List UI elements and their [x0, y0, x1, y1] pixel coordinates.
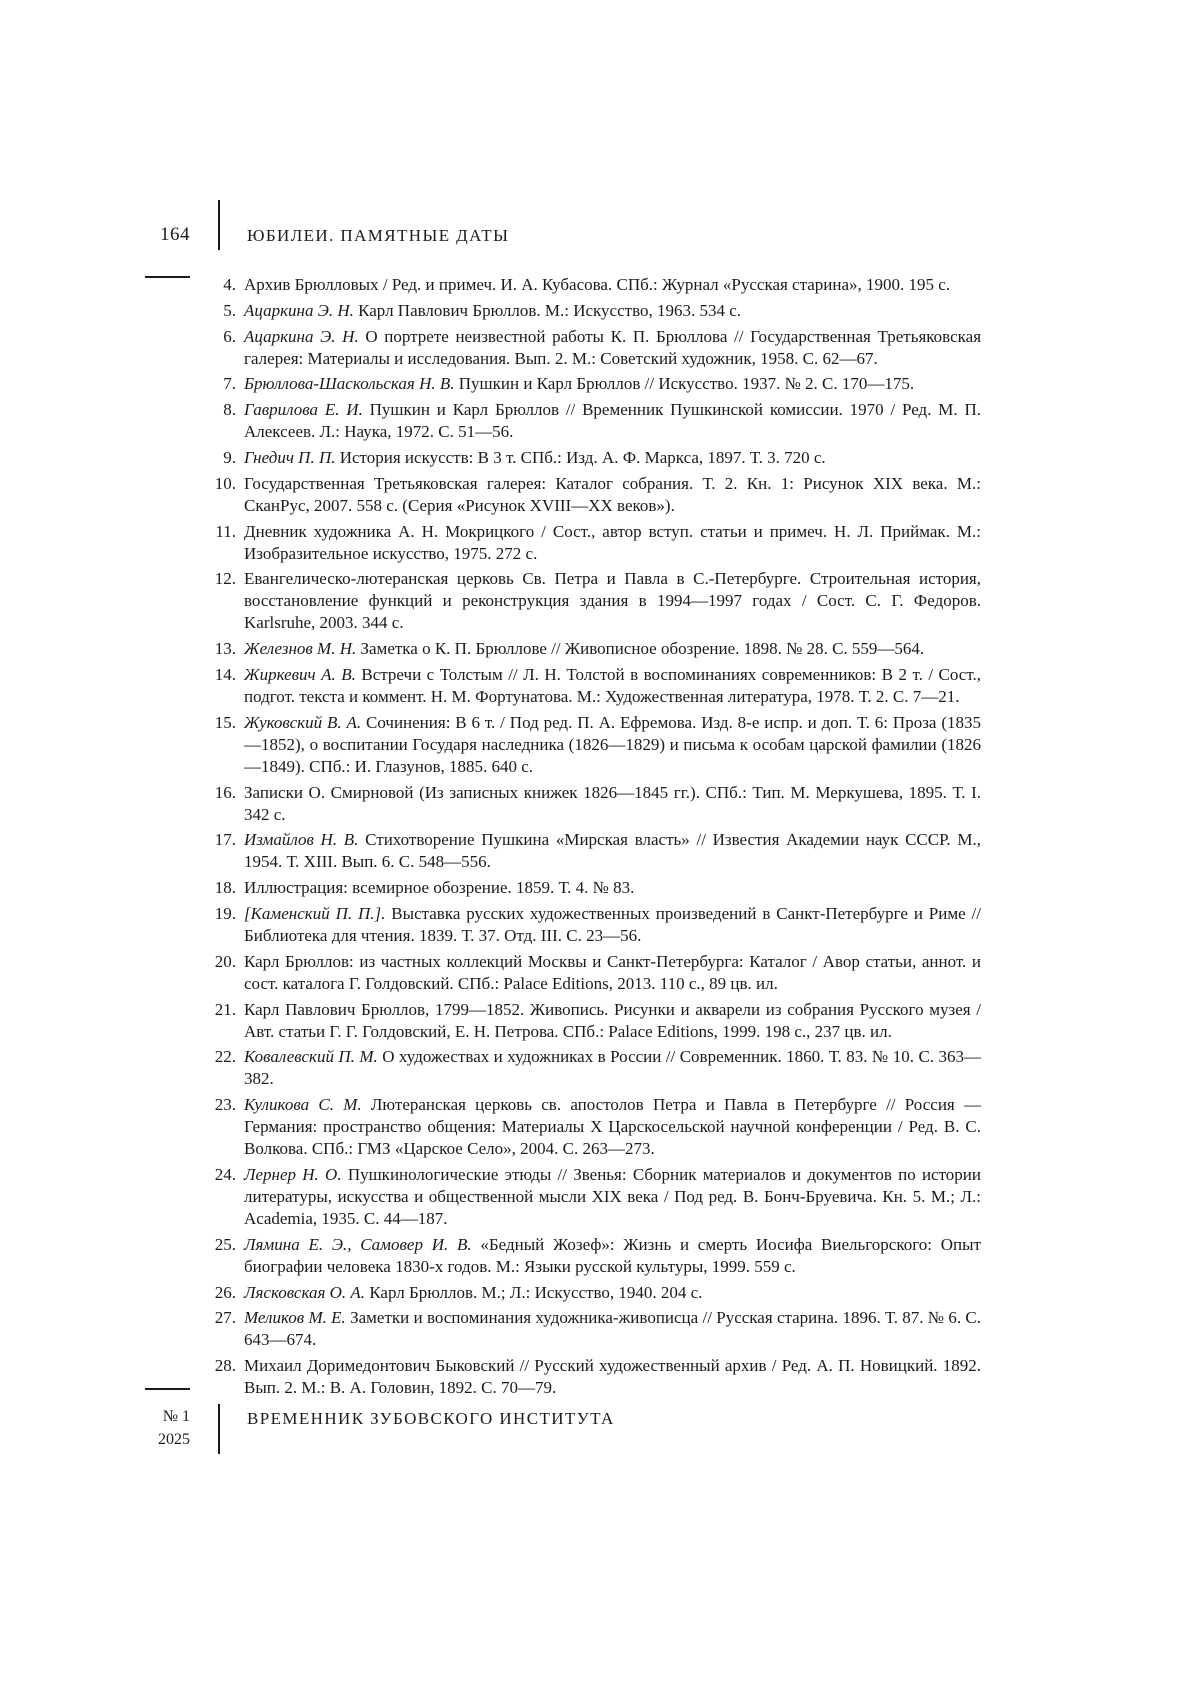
reference-author: Брюллова-Шаскольская Н. В. [244, 374, 455, 394]
reference-number: 23. [214, 1095, 236, 1115]
reference-author: Ацаркина Э. Н. [244, 326, 359, 346]
reference-number: 13. [214, 639, 236, 659]
page-number: 164 [160, 224, 190, 245]
reference-text [244, 1307, 981, 1351]
reference-number: 14. [214, 664, 236, 684]
reference-text [244, 712, 981, 778]
reference-text [244, 326, 981, 370]
reference-body: История искусств: В 3 т. СПб.: Изд. А. Ф. Маркса, 1897. Т. 3. 720 с. [335, 447, 826, 467]
reference-body: Пушкин и Карл Брюллов // Искусство. 1937. № 2. С. 170—175. [454, 374, 915, 394]
reference-body: Заметки и воспоминания художника-живописца // Русская старина. 1896. Т. 87. № 6. С. 643—674. [244, 1308, 982, 1350]
reference-number: 10. [214, 473, 236, 493]
reference-text [244, 1164, 981, 1230]
reference-item [205, 999, 981, 1043]
reference-author: Ковалевский П. М. [244, 1047, 378, 1067]
reference-item [205, 664, 981, 708]
reference-item [205, 903, 981, 947]
reference-number: 17. [214, 830, 236, 850]
reference-item [205, 712, 981, 778]
reference-author: Лямина Е. Э., Самовер И. В. [244, 1234, 472, 1254]
header-vertical-rule [218, 200, 220, 250]
reference-item [205, 638, 981, 660]
reference-author: Меликов М. Е. [244, 1308, 346, 1328]
reference-author: Гаврилова Е. И. [244, 400, 363, 420]
reference-body: «Бедный Жозеф»: Жизнь и смерть Иосифа Виельгорского: Опыт биографии человека 1830-х годов. М.: Языки русской культуры, 1999. 559 с. [244, 1234, 981, 1276]
reference-text [244, 951, 981, 995]
running-head: ЮБИЛЕИ. ПАМЯТНЫЕ ДАТЫ [247, 226, 510, 245]
margin-rule-bottom [145, 1388, 190, 1390]
reference-text [244, 399, 981, 443]
reference-number: 12. [214, 569, 236, 589]
reference-body: Карл Павлович Брюллов. М.: Искусство, 1963. 534 с. [353, 300, 742, 320]
reference-body: О портрете неизвестной работы К. П. Брюллова // Государственная Третьяковская галерея: Материалы и исследования. Вып. 2. М.: Советский художник, 1958. С. 62—67. [244, 326, 982, 368]
reference-number: 28. [214, 1356, 236, 1376]
reference-text [244, 1282, 981, 1304]
reference-item [205, 1046, 981, 1090]
reference-author: [Каменский П. П.]. [244, 903, 386, 923]
reference-number: 21. [214, 999, 236, 1019]
reference-item [205, 373, 981, 395]
reference-item [205, 1307, 981, 1351]
reference-text [244, 373, 981, 395]
reference-body: Архив Брюлловых / Ред. и примеч. И. А. Кубасова. СПб.: Журнал «Русская старина», 1900. 195 с. [244, 275, 951, 294]
reference-item [205, 829, 981, 873]
reference-text [244, 473, 981, 517]
reference-item [205, 877, 981, 899]
reference-item [205, 568, 981, 634]
reference-author: Куликова С. М. [244, 1095, 362, 1115]
reference-author: Жуковский В. А. [244, 712, 362, 732]
reference-number: 15. [214, 712, 236, 732]
reference-item [205, 1094, 981, 1160]
reference-item [205, 521, 981, 565]
reference-item [205, 300, 981, 322]
reference-author: Гнедич П. П. [244, 447, 336, 467]
reference-number: 16. [214, 782, 236, 802]
reference-item [205, 1355, 981, 1399]
reference-author: Лернер Н. О. [244, 1164, 342, 1184]
reference-number: 22. [214, 1047, 236, 1067]
reference-text [244, 903, 981, 947]
reference-text [244, 1234, 981, 1278]
reference-body: Стихотворение Пушкина «Мирская власть» // Известия Академии наук СССР. М., 1954. Т. XIII. Вып. 6. С. 548—556. [244, 830, 981, 872]
reference-item [205, 326, 981, 370]
reference-body: Лютеранская церковь св. апостолов Петра и Павла в Петербурге // Россия — Германия: пространство общения: Материалы X Царскосельской научной конференции / Ред. В. С. Волкова. СПб.: ГМЗ «Царское Село», 2004. С. 263—273. [244, 1095, 981, 1159]
reference-number: 11. [215, 521, 236, 541]
reference-text [244, 568, 981, 634]
reference-item [205, 1282, 981, 1304]
margin-rule-top [145, 276, 190, 278]
reference-body: Выставка русских художественных произведений в Санкт-Петербурге и Риме // Библиотека для чтения. 1839. Т. 37. Отд. III. С. 23—56. [244, 903, 981, 945]
reference-body: Сочинения: В 6 т. / Под ред. П. А. Ефремова. Изд. 8-е испр. и доп. Т. 6: Проза (1835—1852), о воспитании Государя наследника (1826—1829) и письма к особам царской фамилии (1826—1849). СПб.: И. Глазунов, 1885. 640 с. [244, 712, 981, 776]
reference-number: 27. [214, 1308, 236, 1328]
reference-item [205, 399, 981, 443]
reference-body: Пушкинологические этюды // Звенья: Сборник материалов и документов по истории литературы, искусства и общественной мысли XIX века / Под ред. В. Бонч-Бруевича. Кн. 5. М.; Л.: Academia, 1935. С. 44—187. [244, 1164, 982, 1228]
reference-text [244, 274, 981, 296]
reference-item [205, 274, 981, 296]
reference-number: 19. [214, 903, 236, 923]
reference-author: Измайлов Н. В. [244, 830, 359, 850]
reference-text [244, 300, 981, 322]
reference-body: Встречи с Толстым // Л. Н. Толстой в воспоминаниях современников: В 2 т. / Сост., подгот. текста и коммент. Н. М. Фортунатова. М.: Художественная литература, 1978. Т. 2. С. 7—21. [244, 664, 982, 706]
issue-year: 2025 [158, 1431, 190, 1448]
reference-author: Лясковская О. А. [244, 1282, 366, 1302]
reference-text [244, 1046, 981, 1090]
footer-vertical-rule [218, 1404, 220, 1454]
reference-author: Железнов М. Н. [244, 639, 357, 659]
reference-text [244, 999, 981, 1043]
reference-body: Иллюстрация: всемирное обозрение. 1859. Т. 4. № 83. [244, 878, 635, 898]
reference-number: 26. [214, 1282, 236, 1302]
reference-number: 4. [223, 275, 236, 294]
reference-body: Карл Брюллов: из частных коллекций Москвы и Санкт-Петербурга: Каталог / Авор статьи, аннот. и сост. каталога Г. Голдовский. СПб.: Palace Editions, 2013. 110 с., 89 цв. ил. [244, 951, 981, 993]
reference-body: О художествах и художниках в России // Современник. 1860. Т. 83. № 10. С. 363—382. [244, 1047, 981, 1089]
reference-author: Жиркевич А. В. [244, 664, 356, 684]
reference-body: Евангелическо-лютеранская церковь Св. Петра и Павла в С.-Петербурге. Строительная история, восстановление функций и реконструкция здания в 1994—1997 годах / Сост. С. Г. Федоров. Karlsruhe, 2003. 344 с. [244, 569, 981, 633]
reference-item [205, 473, 981, 517]
reference-number: 5. [223, 300, 236, 320]
reference-body: Государственная Третьяковская галерея: Каталог собрания. Т. 2. Кн. 1: Рисунок XIX века. М.: СканРус, 2007. 558 с. (Серия «Рисунок XVIII—XX веков»). [244, 473, 981, 515]
reference-text [244, 782, 981, 826]
reference-text [244, 447, 981, 469]
reference-number: 7. [223, 374, 236, 394]
reference-body: Записки О. Смирновой (Из записных книжек 1826—1845 гг.). СПб.: Тип. М. Меркушева, 1895. Т. I. 342 с. [244, 782, 981, 824]
reference-item [205, 447, 981, 469]
reference-text [244, 829, 981, 873]
reference-text [244, 1355, 981, 1399]
reference-body: Пушкин и Карл Брюллов // Временник Пушкинской комиссии. 1970 / Ред. М. П. Алексеев. Л.: Наука, 1972. С. 51—56. [244, 400, 982, 442]
reference-body: Михаил Доримедонтович Быковский // Русский художественный архив / Ред. А. П. Новицкий. 1892. Вып. 2. М.: В. А. Головин, 1892. С. 70—79. [244, 1356, 981, 1398]
journal-title: ВРЕМЕННИК ЗУБОВСКОГО ИНСТИТУТА [247, 1409, 615, 1428]
reference-number: 6. [223, 326, 236, 346]
reference-number: 18. [214, 878, 236, 898]
issue-number: № 1 [162, 1408, 190, 1425]
reference-number: 9. [223, 447, 236, 467]
reference-item [205, 1164, 981, 1230]
reference-number: 20. [214, 951, 236, 971]
reference-number: 25. [214, 1234, 236, 1254]
reference-text [244, 638, 981, 660]
reference-body: Карл Павлович Брюллов, 1799—1852. Живопись. Рисунки и акварели из собрания Русского музея / Авт. статьи Г. Г. Голдовский, Е. Н. Петрова. СПб.: Palace Editions, 1999. 198 с., 237 цв. ил. [244, 999, 981, 1041]
reference-text [244, 664, 981, 708]
reference-number: 24. [214, 1164, 236, 1184]
reference-list [205, 274, 981, 1403]
reference-author: Ацаркина Э. Н. [244, 300, 354, 320]
reference-item [205, 1234, 981, 1278]
reference-text [244, 1094, 981, 1160]
reference-item [205, 951, 981, 995]
reference-body: Дневник художника А. Н. Мокрицкого / Сост., автор вступ. статьи и примеч. Н. Л. Приймак. М.: Изобразительное искусство, 1975. 272 с. [244, 521, 981, 563]
reference-body: Заметка о К. П. Брюллове // Живописное обозрение. 1898. № 28. С. 559—564. [356, 639, 925, 659]
reference-text [244, 521, 981, 565]
reference-body: Карл Брюллов. М.; Л.: Искусство, 1940. 204 с. [365, 1282, 703, 1302]
reference-item [205, 782, 981, 826]
reference-number: 8. [223, 400, 236, 420]
reference-text [244, 877, 981, 899]
